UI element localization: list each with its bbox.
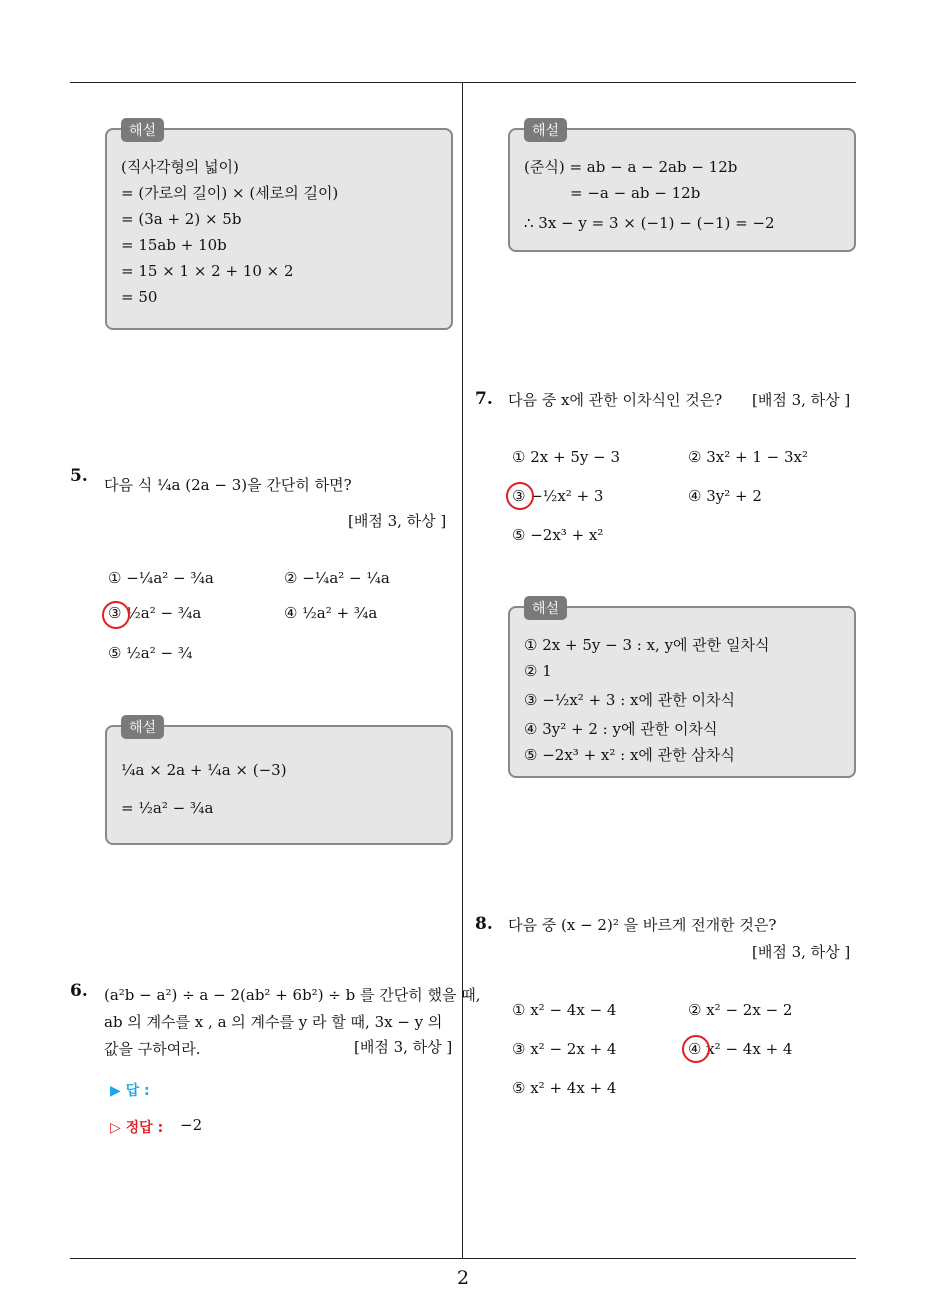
solution-line: ② 1 [524, 662, 552, 680]
solution-tag: 해설 [524, 596, 567, 620]
selected-answer-circle [682, 1035, 710, 1063]
question-8-option-5[interactable]: ⑤ x² + 4x + 4 [512, 1079, 617, 1097]
question-7-score: [배점 3, 하상 ] [752, 391, 851, 409]
question-7-option-1[interactable]: ① 2x + 5y − 3 [512, 448, 620, 466]
solution-line: = 15 × 1 × 2 + 10 × 2 [121, 262, 294, 280]
question-8-score: [배점 3, 하상 ] [752, 943, 851, 961]
question-8-option-4[interactable]: ④ x² − 4x + 4 [688, 1040, 793, 1058]
solution-line: = 15ab + 10b [121, 236, 227, 254]
column-divider [462, 83, 463, 1259]
solution-line: (준식) = ab − a − 2ab − 12b [524, 158, 738, 176]
question-7-option-5[interactable]: ⑤ −2x³ + x² [512, 526, 604, 544]
solution-line: = 50 [121, 288, 158, 306]
question-5-number: 5. [70, 466, 88, 486]
question-6-number: 6. [70, 981, 88, 1001]
question-5-option-1[interactable]: ① −¼a² − ¾a [108, 569, 214, 587]
solution-tag: 해설 [121, 715, 164, 739]
solution-line: ④ 3y² + 2 : y에 관한 이차식 [524, 720, 718, 738]
question-5-option-4[interactable]: ④ ½a² + ¾a [284, 604, 378, 622]
question-8-number: 8. [475, 914, 493, 934]
solution-line: ⑤ −2x³ + x² : x에 관한 삼차식 [524, 746, 735, 764]
question-8-option-1[interactable]: ① x² − 4x − 4 [512, 1001, 617, 1019]
page-number: 2 [456, 1267, 470, 1289]
solution-box-3 [508, 123, 856, 252]
question-7-option-2[interactable]: ② 3x² + 1 − 3x² [688, 448, 808, 466]
correct-answer-value: −2 [180, 1116, 203, 1134]
solution-line: ① 2x + 5y − 3 : x, y에 관한 일차식 [524, 636, 770, 654]
solution-line: (직사각형의 넓이) [121, 158, 239, 176]
question-6-score: [배점 3, 하상 ] [354, 1038, 453, 1056]
top-rule [70, 82, 856, 83]
question-5-text: 다음 식 ¼a (2a − 3)을 간단히 하면? [104, 476, 352, 494]
solution-line: ∴ 3x − y = 3 × (−1) − (−1) = −2 [524, 214, 775, 232]
question-6-line: ab 의 계수를 x , a 의 계수를 y 라 할 때, 3x − y 의 [104, 1013, 443, 1031]
question-8-text: 다음 중 (x − 2)² 을 바르게 전개한 것은? [508, 916, 777, 934]
solution-box-1 [105, 123, 453, 330]
question-8-option-3[interactable]: ③ x² − 2x + 4 [512, 1040, 617, 1058]
solution-box-4 [508, 601, 856, 778]
question-7-text: 다음 중 x에 관한 이차식인 것은? [508, 391, 723, 409]
correct-answer-label: ▷ 정답 : [110, 1120, 164, 1136]
solution-box-2 [105, 720, 453, 845]
question-7-option-3[interactable]: ③ −½x² + 3 [512, 487, 604, 505]
solution-tag: 해설 [524, 118, 567, 142]
question-6-line: (a²b − a²) ÷ a − 2(ab² + 6b²) ÷ b 를 간단히 했을 때, [104, 986, 481, 1004]
question-5-option-2[interactable]: ② −¼a² − ¼a [284, 569, 390, 587]
solution-line: = −a − ab − 12b [570, 184, 701, 202]
solution-line: = ½a² − ¾a [121, 799, 214, 817]
solution-tag: 해설 [121, 118, 164, 142]
question-5-option-3[interactable]: ③ ½a² − ¾a [108, 604, 202, 622]
selected-answer-circle [506, 482, 534, 510]
question-5-option-5[interactable]: ⑤ ½a² − ¾ [108, 644, 193, 662]
solution-line: ③ −½x² + 3 : x에 관한 이차식 [524, 691, 735, 709]
solution-line: = (3a + 2) × 5b [121, 210, 242, 228]
selected-answer-circle [102, 601, 130, 629]
question-7-number: 7. [475, 389, 493, 409]
bottom-rule [70, 1258, 856, 1259]
question-5-score: [배점 3, 하상 ] [348, 512, 447, 530]
answer-label: ▶ 답 : [110, 1083, 150, 1099]
question-8-option-2[interactable]: ② x² − 2x − 2 [688, 1001, 793, 1019]
question-7-option-4[interactable]: ④ 3y² + 2 [688, 487, 762, 505]
question-6-line: 값을 구하여라. [104, 1040, 201, 1058]
solution-line: = (가로의 길이) × (세로의 길이) [121, 184, 339, 202]
solution-line: ¼a × 2a + ¼a × (−3) [121, 761, 287, 779]
